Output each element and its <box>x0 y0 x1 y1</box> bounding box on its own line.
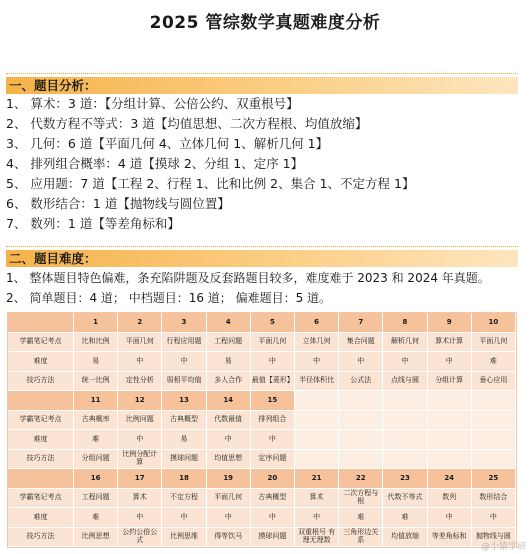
topic-cell: 行程应用题 <box>162 333 206 353</box>
question-number-cell: 10 <box>472 313 516 333</box>
difficulty-cell: 中 <box>428 508 472 528</box>
difficulty-cell: 难 <box>383 508 427 528</box>
question-number-cell <box>472 391 516 411</box>
difficulty-cell: 易 <box>74 352 118 372</box>
question-number-cell: 1 <box>74 313 118 333</box>
method-cell: 垂心应用 <box>472 372 516 392</box>
table-corner-cell <box>8 469 74 489</box>
section-heading-difficulty: 二、题目难度： <box>6 250 518 267</box>
difficulty-cell: 中 <box>339 352 383 372</box>
question-number-cell: 2 <box>118 313 162 333</box>
table-corner-cell <box>8 391 74 411</box>
page-title: 2025 管综数学真题难度分析 <box>149 13 381 33</box>
question-number-cell <box>339 391 383 411</box>
difficulty-cell: 中 <box>251 508 295 528</box>
difficulty-cell: 中 <box>118 352 162 372</box>
method-cell: 最值【菱形】 <box>251 372 295 392</box>
row-label-cell: 难度 <box>8 508 74 528</box>
method-cell <box>295 450 339 470</box>
difficulty-cell: 难 <box>339 508 383 528</box>
method-cell <box>428 450 472 470</box>
topic-cell: 算术 <box>295 489 339 509</box>
question-number-cell: 21 <box>295 469 339 489</box>
row-label-cell: 学霸笔记考点 <box>8 333 74 353</box>
topic-cell: 工程问题 <box>74 489 118 509</box>
question-number-cell: 8 <box>383 313 427 333</box>
topic-cell: 二次方程与根 <box>339 489 383 509</box>
topic-cell <box>339 411 383 431</box>
question-number-cell <box>383 391 427 411</box>
method-cell: 统一比例 <box>74 372 118 392</box>
row-label-cell: 难度 <box>8 352 74 372</box>
analysis-line: 6、 数形结合：1 道【抛物线与圆位置】 <box>6 196 230 211</box>
question-number-cell: 20 <box>251 469 295 489</box>
question-number-cell: 9 <box>428 313 472 333</box>
question-number-cell: 16 <box>74 469 118 489</box>
question-number-cell: 24 <box>428 469 472 489</box>
topic-cell: 排列组合 <box>251 411 295 431</box>
method-cell: 摸球问题 <box>162 450 206 470</box>
method-cell: 公约公倍公式 <box>118 528 162 548</box>
question-number-cell: 17 <box>118 469 162 489</box>
analysis-line: 3、 几何：6 道【平面几何 4、立体几何 1、解析几何 1】 <box>6 136 329 151</box>
method-cell: 多人合作 <box>207 372 251 392</box>
analysis-line: 1、 算术：3 道：【分组计算、公倍公约、双重根号】 <box>6 96 299 111</box>
row-label-cell: 技巧方法 <box>8 450 74 470</box>
method-cell: 定序问题 <box>251 450 295 470</box>
topic-cell: 解析几何 <box>383 333 427 353</box>
difficulty-cell <box>339 430 383 450</box>
topic-cell: 比例问题 <box>118 411 162 431</box>
question-number-cell: 4 <box>207 313 251 333</box>
question-number-cell: 3 <box>162 313 206 333</box>
method-cell: 分组问题 <box>74 450 118 470</box>
difficulty-cell <box>472 430 516 450</box>
row-label-cell: 学霸笔记考点 <box>8 489 74 509</box>
difficulty-cell: 难 <box>472 352 516 372</box>
topic-cell: 平面几何 <box>251 333 295 353</box>
topic-cell <box>383 411 427 431</box>
topic-cell: 平面几何 <box>118 333 162 353</box>
question-number-cell: 25 <box>472 469 516 489</box>
method-cell: 等差角标和 <box>428 528 472 548</box>
method-cell: 均值放缩 <box>383 528 427 548</box>
method-cell: 弱相平均值 <box>162 372 206 392</box>
method-cell <box>383 450 427 470</box>
topic-cell: 不定方程 <box>162 489 206 509</box>
analysis-line: 7、 数列：1 道【等差角标和】 <box>6 216 180 231</box>
analysis-line: 2、 代数方程不等式：3 道【均值思想、二次方程根、均值放缩】 <box>6 116 368 131</box>
topic-cell: 立体几何 <box>295 333 339 353</box>
difficulty-cell: 中 <box>428 352 472 372</box>
difficulty-cell: 中 <box>251 352 295 372</box>
topic-cell: 算术 <box>118 489 162 509</box>
difficulty-cell: 中 <box>383 352 427 372</box>
question-number-cell: 18 <box>162 469 206 489</box>
question-number-cell <box>295 391 339 411</box>
difficulty-cell: 中 <box>118 430 162 450</box>
table-corner-cell <box>8 313 74 333</box>
difficulty-table <box>7 312 517 548</box>
method-cell <box>472 450 516 470</box>
question-number-cell: 14 <box>207 391 251 411</box>
question-number-cell: 5 <box>251 313 295 333</box>
difficulty-cell: 中 <box>207 508 251 528</box>
question-number-cell: 6 <box>295 313 339 333</box>
method-cell: 摸球问题 <box>251 528 295 548</box>
method-cell: 分组计算 <box>428 372 472 392</box>
question-number-cell: 13 <box>162 391 206 411</box>
method-cell: 比例分配计算 <box>118 450 162 470</box>
difficulty-cell: 中 <box>472 508 516 528</box>
topic-cell: 古典概型 <box>251 489 295 509</box>
method-cell: 点线与圆 <box>383 372 427 392</box>
topic-cell: 代数最值 <box>207 411 251 431</box>
difficulty-cell <box>383 430 427 450</box>
question-number-cell: 15 <box>251 391 295 411</box>
method-cell <box>339 450 383 470</box>
method-cell: 三角形边关系 <box>339 528 383 548</box>
difficulty-cell: 中 <box>295 508 339 528</box>
method-cell: 定性分析 <box>118 372 162 392</box>
question-number-cell: 11 <box>74 391 118 411</box>
method-cell: 得等饮马 <box>207 528 251 548</box>
difficulty-line: 2、 简单题目：4 道； 中档题目：16 道； 偏难题目：5 道。 <box>6 291 332 305</box>
analysis-line: 5、 应用题：7 道【工程 2、行程 1、比和比例 2、集合 1、不定方程 1】 <box>6 176 415 191</box>
method-cell: 均值思想 <box>207 450 251 470</box>
difficulty-cell: 易 <box>162 430 206 450</box>
question-number-cell <box>428 391 472 411</box>
difficulty-cell <box>295 430 339 450</box>
method-cell: 公式法 <box>339 372 383 392</box>
topic-cell: 数形结合 <box>472 489 516 509</box>
difficulty-cell <box>428 430 472 450</box>
topic-cell: 比和比例 <box>74 333 118 353</box>
method-cell: 半径体积比 <box>295 372 339 392</box>
method-cell: 抛物线与圆 <box>472 528 516 548</box>
difficulty-cell: 中 <box>118 508 162 528</box>
topic-cell: 平面几何 <box>472 333 516 353</box>
question-number-cell: 19 <box>207 469 251 489</box>
row-label-cell: 技巧方法 <box>8 372 74 392</box>
topic-cell <box>428 411 472 431</box>
topic-cell: 集合问题 <box>339 333 383 353</box>
row-label-cell: 学霸笔记考点 <box>8 411 74 431</box>
topic-cell <box>295 411 339 431</box>
difficulty-cell: 中 <box>162 508 206 528</box>
method-cell: 双重根号 有理无理数 <box>295 528 339 548</box>
topic-cell: 古典概型 <box>162 411 206 431</box>
difficulty-cell: 中 <box>251 430 295 450</box>
method-cell: 比例思维 <box>162 528 206 548</box>
topic-cell: 数列 <box>428 489 472 509</box>
row-label-cell: 难度 <box>8 430 74 450</box>
topic-cell: 工程问题 <box>207 333 251 353</box>
topic-cell <box>472 411 516 431</box>
difficulty-cell: 中 <box>162 352 206 372</box>
difficulty-cell: 中 <box>207 430 251 450</box>
question-number-cell: 23 <box>383 469 427 489</box>
difficulty-cell: 易 <box>207 352 251 372</box>
method-cell: 比例思想 <box>74 528 118 548</box>
topic-cell: 平面几何 <box>207 489 251 509</box>
watermark: @小猿学研 <box>480 542 526 552</box>
analysis-line: 4、 排列组合概率：4 道【摸球 2、分组 1、定序 1】 <box>6 156 304 171</box>
topic-cell: 代数不等式 <box>383 489 427 509</box>
difficulty-cell: 中 <box>295 352 339 372</box>
question-number-cell: 22 <box>339 469 383 489</box>
difficulty-cell: 难 <box>74 430 118 450</box>
section-heading-analysis: 一、题目分析： <box>6 77 518 94</box>
topic-cell: 算术计算 <box>428 333 472 353</box>
difficulty-line: 1、 整体题目特色偏难，条充陷阱题及反套路题目较多，难度难于 2023 和 2024 年真题。 <box>6 271 490 285</box>
question-number-cell: 7 <box>339 313 383 333</box>
row-label-cell: 技巧方法 <box>8 528 74 548</box>
topic-cell: 古典概率 <box>74 411 118 431</box>
difficulty-cell: 难 <box>74 508 118 528</box>
question-number-cell: 12 <box>118 391 162 411</box>
